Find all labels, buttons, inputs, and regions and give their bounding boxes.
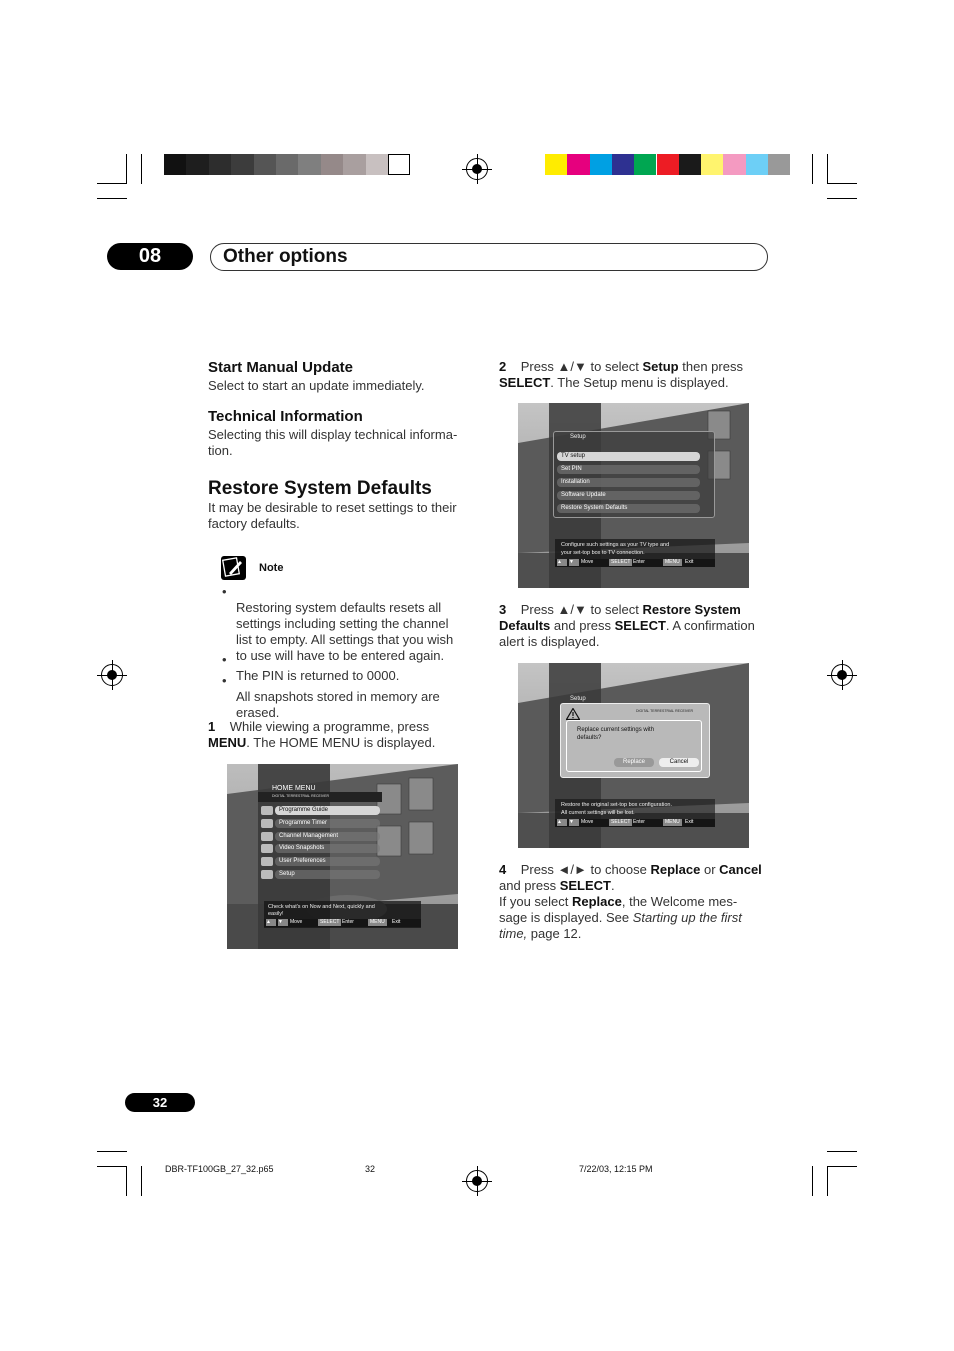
confirm-dialog: [560, 703, 710, 778]
body-technical-information: Selecting this will display technical informa-: [208, 427, 458, 442]
screenshot-setup-menu: [518, 403, 749, 588]
home-menu-item[interactable]: Video Snapshots: [275, 844, 380, 853]
step-text: Press ▲/▼ to select: [520, 602, 643, 617]
step-1: [208, 719, 458, 751]
crop-mark: [126, 154, 127, 184]
footer-key: MENU: [665, 559, 680, 565]
footer-key: SELECT: [611, 819, 631, 825]
screenshot-home-menu: [227, 764, 458, 949]
note-line: Restoring system defaults resets all: [236, 600, 442, 615]
step-text: sage is displayed. See: [499, 910, 633, 925]
footer-label: Move: [581, 559, 594, 565]
color-swatch: [612, 154, 634, 175]
step-keyword: Defaults: [499, 618, 551, 633]
chapter-number: 08: [107, 243, 193, 270]
help-text: All current settings will be lost.: [561, 810, 635, 816]
note-bullet: • Restoring system defaults resets all settings including setting the channel list to empty. All settings that you wish to use will have to be entered again.: [222, 584, 227, 648]
footer-key: SELECT: [320, 919, 340, 925]
home-menu-item[interactable]: Setup: [275, 870, 380, 879]
footer-label: Exit: [685, 819, 694, 825]
registration-mark-icon: [466, 1170, 488, 1192]
gray-swatch: [186, 154, 208, 175]
menu-item-icon: [261, 806, 273, 815]
setup-title: Setup: [570, 434, 586, 440]
menu-item-icon: [261, 819, 273, 828]
step-text: .: [611, 878, 615, 893]
menu-subtitle: DIGITAL TERRESTRIAL RECEIVER: [272, 794, 329, 798]
confirm-message-line: defaults?: [577, 735, 602, 741]
color-swatch: [679, 154, 701, 175]
setup-menu-item[interactable]: TV setup: [557, 452, 700, 461]
note-line: settings including setting the channel: [236, 616, 449, 631]
menu-item-icon: [261, 870, 273, 879]
crop-mark: [97, 183, 127, 184]
gray-swatch: [254, 154, 276, 175]
step-number: 1: [208, 719, 216, 734]
body-restore: factory defaults.: [208, 516, 300, 531]
chapter-title: Other options: [223, 246, 348, 267]
crop-mark: [827, 154, 828, 184]
note-line: erased.: [236, 705, 280, 720]
gray-swatch: [298, 154, 320, 175]
crop-mark: [812, 154, 813, 184]
color-swatch: [746, 154, 768, 175]
body-start-manual-update: Select to start an update immediately.: [208, 378, 425, 393]
home-menu-item[interactable]: Programme Timer: [275, 819, 380, 828]
step-text: . The HOME MENU is displayed.: [246, 735, 436, 750]
gray-swatch: [164, 154, 186, 175]
step-text: . The Setup menu is displayed.: [550, 375, 729, 390]
footer-label: Enter: [633, 559, 645, 565]
help-text: Configure such settings as your TV type and: [561, 542, 670, 548]
setup-menu-item[interactable]: Set PIN: [557, 465, 700, 474]
heading-restore-system-defaults: Restore System Defaults: [208, 478, 432, 499]
step-number: 3: [499, 602, 507, 617]
menu-item-icon: [261, 857, 273, 866]
color-swatch: [723, 154, 745, 175]
gray-swatch: [231, 154, 253, 175]
crop-mark: [827, 198, 857, 199]
step-text: , the Welcome mes-: [621, 894, 738, 909]
help-text: easily!: [268, 911, 284, 917]
note-pencil-icon: [221, 556, 246, 580]
menu-title: HOME MENU: [272, 785, 316, 792]
step-3: [499, 602, 769, 650]
step-text: page 12.: [527, 926, 582, 941]
setup-menu-item[interactable]: Software Update: [557, 491, 700, 500]
step-keyword: Cancel: [719, 862, 762, 877]
home-menu-item[interactable]: User Preferences: [275, 857, 380, 866]
crop-mark: [126, 1166, 127, 1196]
replace-button[interactable]: Replace: [614, 758, 654, 767]
step-number: 2: [499, 359, 507, 374]
confirm-title: Setup: [570, 696, 586, 702]
crop-mark: [827, 1166, 857, 1167]
gray-swatch: [276, 154, 298, 175]
footer-label: Move: [290, 919, 303, 925]
color-swatch: [567, 154, 589, 175]
step-text: and press: [499, 878, 560, 893]
cross-reference: Starting up the first: [632, 910, 742, 925]
crop-mark: [827, 183, 857, 184]
step-4: [499, 862, 774, 942]
footer-label: Exit: [685, 559, 694, 565]
help-text: Check what's on Now and Next, quickly and: [268, 904, 375, 910]
body-technical-information: tion.: [208, 443, 233, 458]
brand-label: DIGITAL TERRESTRIAL RECEIVER: [636, 709, 693, 713]
step-keyword: Replace: [650, 862, 701, 877]
note-bullet: • The PIN is returned to 0000.: [222, 652, 227, 668]
step-keyword: SELECT: [614, 618, 666, 633]
crop-mark: [97, 1166, 127, 1167]
cross-reference: time,: [499, 926, 528, 941]
heading-start-manual-update: Start Manual Update: [208, 359, 354, 376]
step-text: Press ▲/▼ to select: [520, 359, 643, 374]
cancel-button[interactable]: Cancel: [659, 758, 699, 767]
footer-label: Exit: [392, 919, 401, 925]
crop-mark: [141, 154, 142, 184]
home-menu-item[interactable]: Programme Guide: [275, 806, 380, 815]
heading-technical-information: Technical Information: [208, 408, 363, 425]
step-text: alert is displayed.: [499, 634, 600, 649]
step-keyword: SELECT: [559, 878, 611, 893]
crop-mark: [97, 1151, 127, 1152]
confirm-message-line: Replace current settings with: [577, 727, 655, 733]
step-keyword: Setup: [642, 359, 679, 374]
home-menu-item[interactable]: Channel Management: [275, 832, 380, 841]
confirm-message: [577, 726, 654, 742]
gray-swatch: [321, 154, 343, 175]
gray-swatch: [366, 154, 388, 175]
step-text: Press ◄/► to choose: [520, 862, 651, 877]
menu-item-icon: [261, 844, 273, 853]
chapter-title-bar: [210, 243, 768, 271]
gray-swatch: [343, 154, 365, 175]
color-swatch: [590, 154, 612, 175]
step-keyword: Restore System: [642, 602, 741, 617]
color-swatch: [657, 154, 679, 175]
slug-page: 32: [365, 1164, 376, 1174]
footer-label: Enter: [342, 919, 354, 925]
crop-mark: [827, 1166, 828, 1196]
page-number: 32: [125, 1093, 195, 1112]
step-text: then press: [678, 359, 743, 374]
setup-menu-item[interactable]: Installation: [557, 478, 700, 487]
screenshot-confirmation: [518, 663, 749, 848]
step-text: or: [700, 862, 720, 877]
crop-mark: [827, 1151, 857, 1152]
color-swatch: [634, 154, 656, 175]
note-line: list to empty. All settings that you wish: [236, 632, 454, 647]
footer-label: Move: [581, 819, 594, 825]
registration-mark-icon: [831, 664, 853, 686]
gray-swatch: [209, 154, 231, 175]
note-label: Note: [259, 562, 284, 574]
slug-date: 7/22/03, 12:15 PM: [579, 1164, 653, 1174]
note-line: The PIN is returned to 0000.: [236, 668, 400, 683]
body-restore: It may be desirable to reset settings to their: [208, 500, 457, 515]
color-swatch: [768, 154, 790, 175]
color-swatch: [545, 154, 567, 175]
footer-key: MENU: [665, 819, 680, 825]
step-text: and press: [550, 618, 615, 633]
gray-swatch: [388, 154, 410, 175]
slug-file: DBR-TF100GB_27_32.p65: [165, 1164, 274, 1174]
note-bullet: • All snapshots stored in memory are erased.: [222, 673, 227, 705]
help-text: Restore the original set-top box configuration.: [561, 802, 672, 808]
footer-bar: ▲ ▼ Move SELECT Enter MENU Exit: [264, 919, 421, 927]
color-swatch: [701, 154, 723, 175]
warning-icon: [566, 708, 580, 720]
crop-mark: [97, 198, 127, 199]
step-keyword: SELECT: [499, 375, 551, 390]
step-keyword: MENU: [208, 735, 247, 750]
footer-key: MENU: [370, 919, 385, 925]
setup-menu-item[interactable]: Restore System Defaults: [557, 504, 700, 513]
registration-mark-icon: [101, 664, 123, 686]
crop-mark: [812, 1166, 813, 1196]
note-line: to use will have to be entered again.: [236, 648, 445, 663]
step-text: If you select: [499, 894, 572, 909]
step-keyword: Replace: [571, 894, 622, 909]
note-line: All snapshots stored in memory are: [236, 689, 440, 704]
footer-bar: ▲ ▼ Move SELECT Enter MENU Exit: [555, 819, 715, 827]
step-number: 4: [499, 862, 507, 877]
crop-mark: [141, 1166, 142, 1196]
step-text: While viewing a programme, press: [229, 719, 430, 734]
footer-bar: ▲ ▼ Move SELECT Enter MENU Exit: [555, 559, 715, 567]
step-text: . A confirmation: [665, 618, 755, 633]
step-2: [499, 359, 769, 391]
menu-item-icon: [261, 832, 273, 841]
footer-key: SELECT: [611, 559, 631, 565]
footer-label: Enter: [633, 819, 645, 825]
registration-mark-icon: [466, 158, 488, 180]
help-text: your set-top box to TV connection.: [561, 550, 645, 556]
